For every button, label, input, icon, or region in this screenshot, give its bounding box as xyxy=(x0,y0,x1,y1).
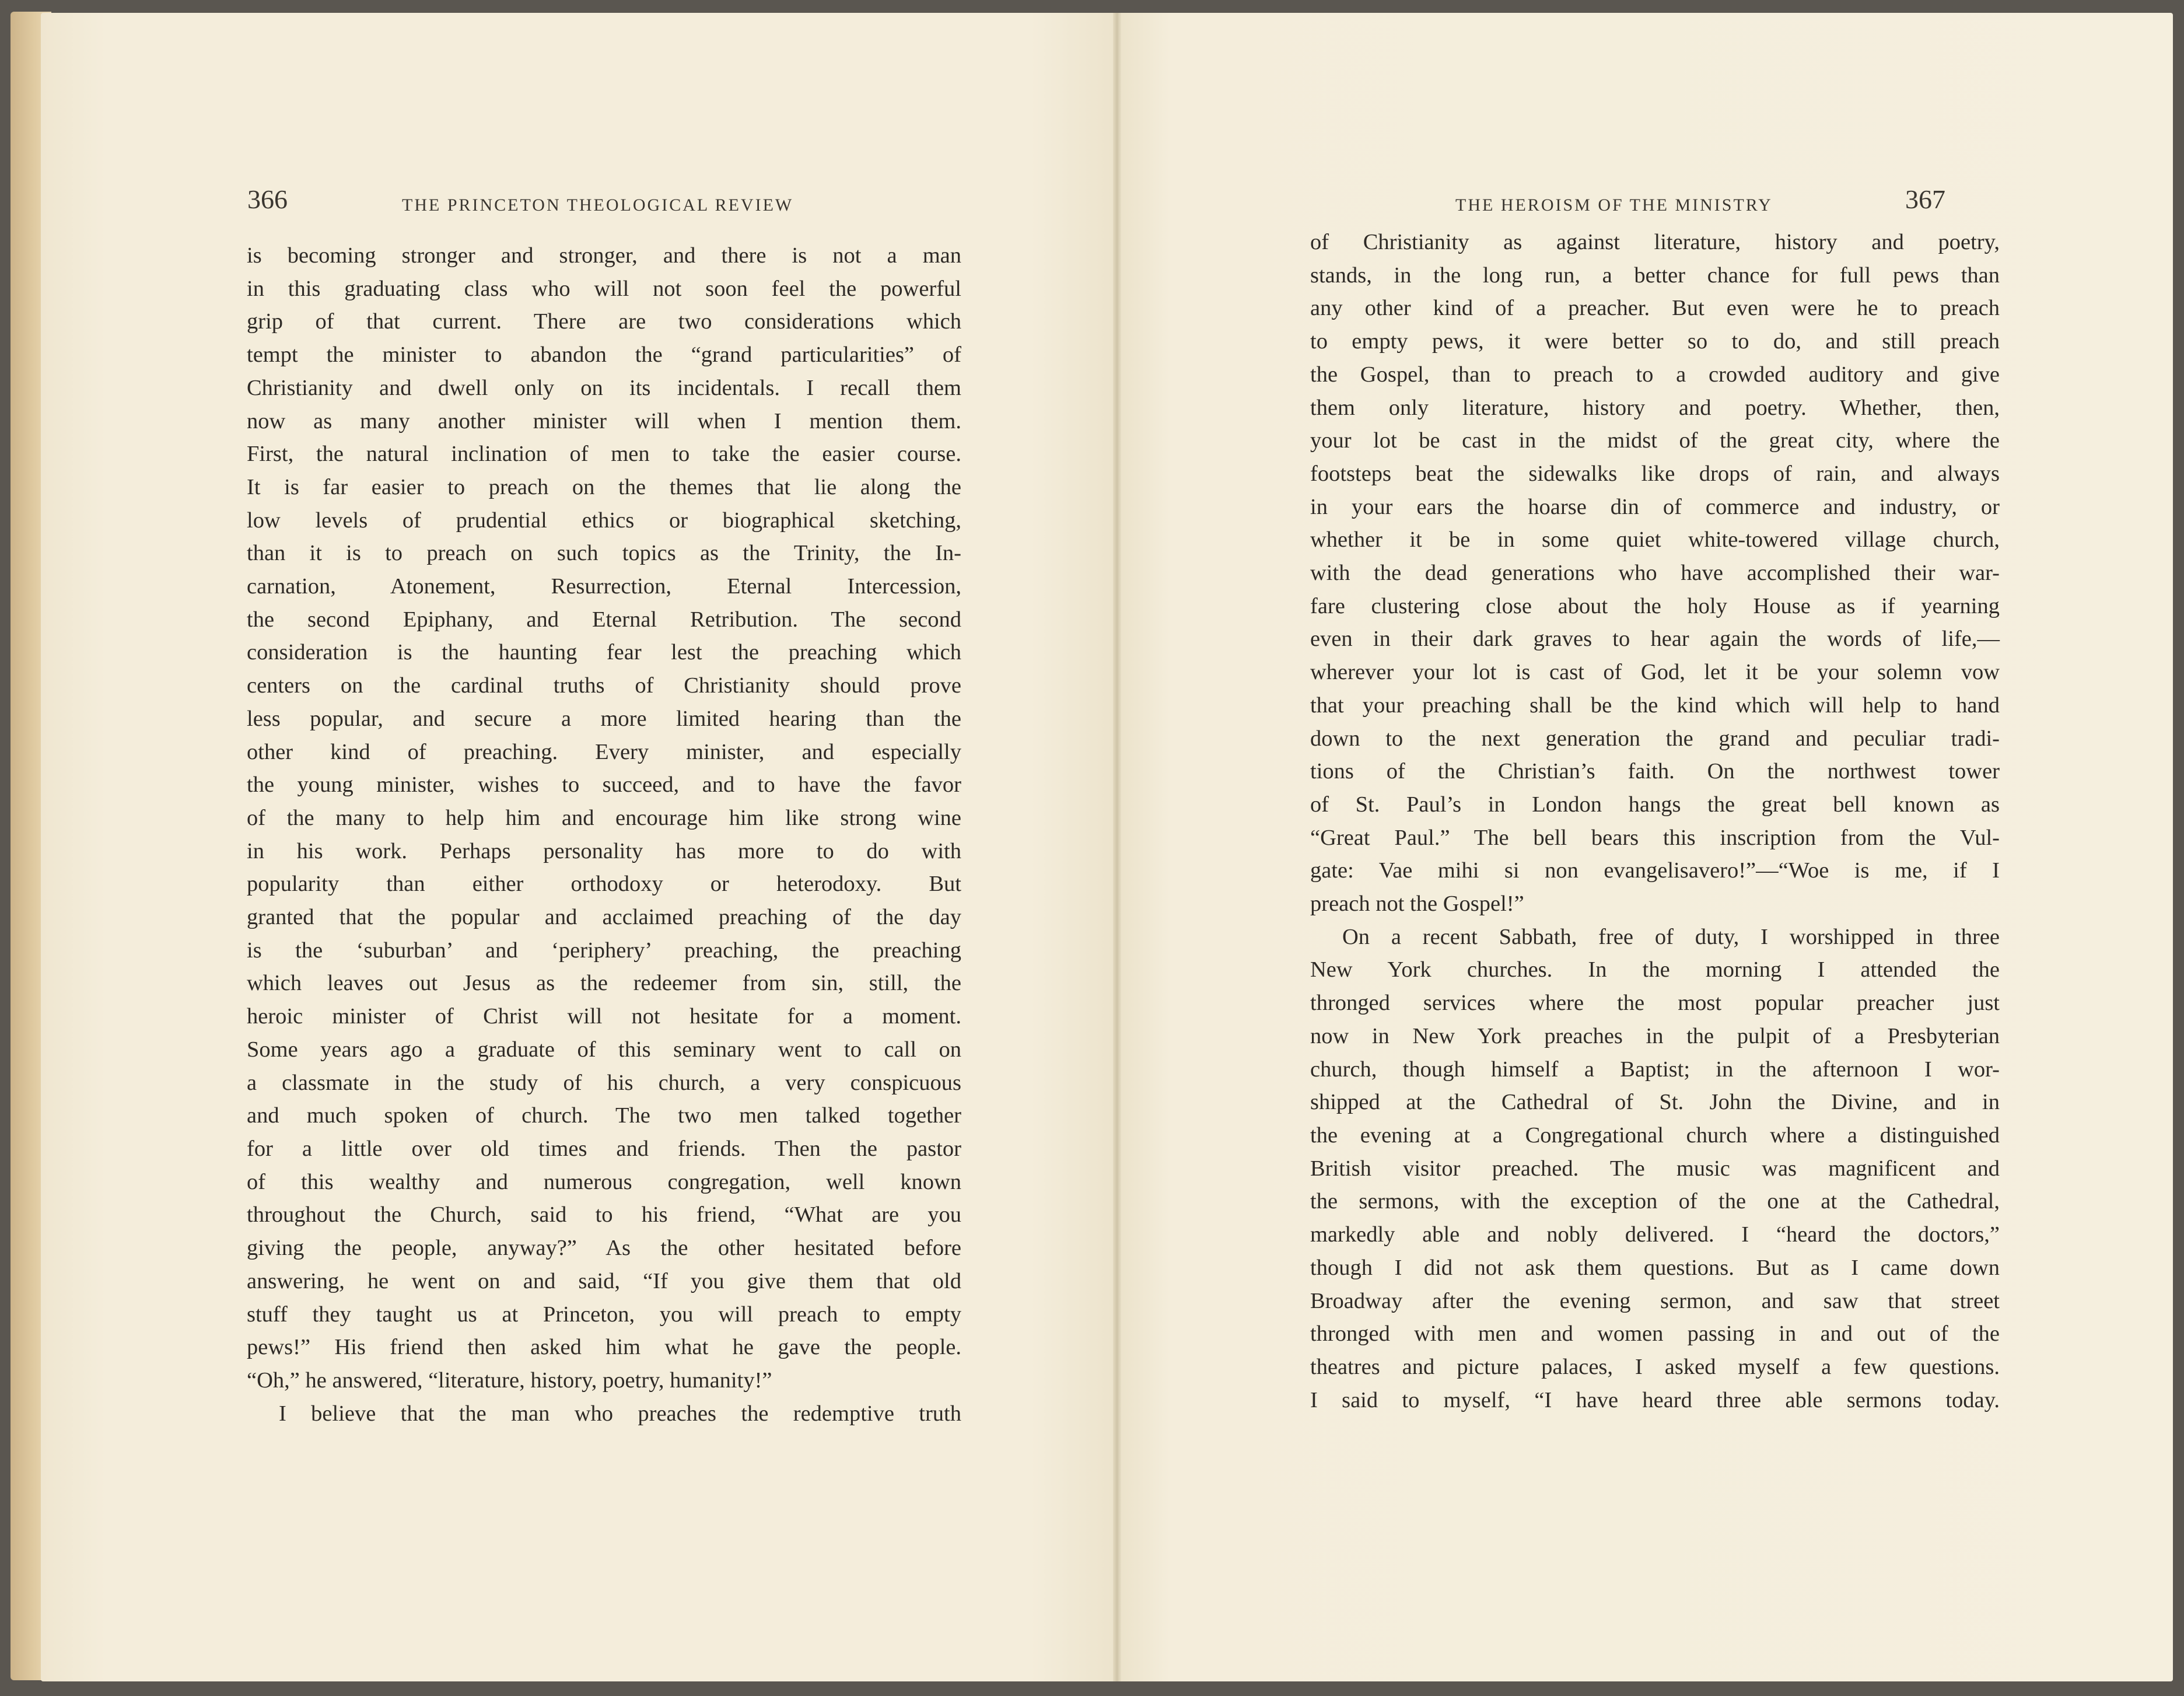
text-line: which leaves out Jesus as the redeemer from sin, still, the xyxy=(247,971,961,996)
text-line: stuff they taught us at Princeton, you will preach to empty xyxy=(247,1302,961,1327)
text-line: the young minister, wishes to succeed, and to have the favor xyxy=(247,772,961,798)
article-title: THE HEROISM OF THE MINISTRY xyxy=(1455,195,1773,215)
text-line: carnation, Atonement, Resurrection, Eternal Intercession, xyxy=(247,574,961,599)
right-body-text xyxy=(1310,226,2000,1417)
text-line: throughout the Church, said to his friend, “What are you xyxy=(247,1202,961,1228)
text-line: shipped at the Cathedral of St. John the Divine, and in xyxy=(1310,1090,2000,1115)
text-line: Christianity and dwell only on its incidentals. I recall them xyxy=(247,375,961,400)
text-line: stands, in the long run, a better chance for full pews than xyxy=(1310,263,2000,288)
text-line: thronged with men and women passing in and out of the xyxy=(1310,1321,2000,1347)
text-line: Some years ago a graduate of this seminary went to call on xyxy=(247,1037,961,1062)
text-line: I said to myself, “I have heard three able sermons today. xyxy=(1310,1387,2000,1412)
text-line: though I did not ask them questions. But as I came down xyxy=(1310,1255,2000,1280)
left-page xyxy=(41,13,1117,1681)
text-line: theatres and picture palaces, I asked myself a few questions. xyxy=(1310,1354,2000,1379)
journal-title: THE PRINCETON THEOLOGICAL REVIEW xyxy=(402,195,794,215)
text-line: and much spoken of church. The two men talked together xyxy=(247,1103,961,1128)
text-line: thronged services where the most popular preacher just xyxy=(1310,991,2000,1016)
text-line: a classmate in the study of his church, a very conspicuous xyxy=(247,1070,961,1095)
text-line: in this graduating class who will not soon feel the powerful xyxy=(247,276,961,301)
text-line: popularity than either orthodoxy or heterodoxy. But xyxy=(247,872,961,897)
text-line: I believe that the man who preaches the redemptive truth xyxy=(279,1401,961,1426)
text-line: grip of that current. There are two considerations which xyxy=(247,309,961,334)
text-line: of the many to help him and encourage him like strong wine xyxy=(247,805,961,830)
left-running-head xyxy=(247,184,959,226)
text-line: “Great Paul.” The bell bears this inscription from the Vul- xyxy=(1310,825,2000,850)
text-line: “Oh,” he answered, “literature, history, poetry, humanity!” xyxy=(247,1368,772,1393)
text-line: is becoming stronger and stronger, and there is not a man xyxy=(247,243,961,268)
text-line: is the ‘suburban’ and ‘periphery’ preaching, the preaching xyxy=(247,938,961,963)
page-number: 367 xyxy=(1905,184,1945,214)
text-line: preach not the Gospel!” xyxy=(1310,891,1524,917)
text-line: low levels of prudential ethics or biographical sketching, xyxy=(247,508,961,533)
text-line: church, though himself a Baptist; in the afternoon I wor- xyxy=(1310,1057,2000,1082)
text-line: First, the natural inclination of men to take the easier course. xyxy=(247,442,961,467)
text-line: footsteps beat the sidewalks like drops of rain, and always xyxy=(1310,461,2000,486)
text-line: tions of the Christian’s faith. On the northwest tower xyxy=(1310,759,2000,784)
text-line: that your preaching shall be the kind which will help to hand xyxy=(1310,693,2000,718)
text-line: answering, he went on and said, “If you give them that old xyxy=(247,1268,961,1293)
text-line: consideration is the haunting fear lest the preaching which xyxy=(247,640,961,665)
text-line: even in their dark graves to hear again the words of life,— xyxy=(1310,627,2000,652)
text-line: On a recent Sabbath, free of duty, I worshipped in three xyxy=(1342,924,2000,949)
text-line: your lot be cast in the midst of the great city, where the xyxy=(1310,428,2000,453)
text-line: the Gospel, than to preach to a crowded auditory and give xyxy=(1310,362,2000,387)
text-line: for a little over old times and friends. Then the pastor xyxy=(247,1136,961,1161)
text-line: of Christianity as against literature, history and poetry, xyxy=(1310,230,2000,254)
text-line: of St. Paul’s in London hangs the great bell known as xyxy=(1310,792,2000,817)
text-line: heroic minister of Christ will not hesitate for a moment. xyxy=(247,1004,961,1029)
text-line: with the dead generations who have accomplished their war- xyxy=(1310,561,2000,586)
text-line: them only literature, history and poetry. Whether, then, xyxy=(1310,395,2000,420)
text-line: pews!” His friend then asked him what he gave the people. xyxy=(247,1335,961,1360)
text-line: tempt the minister to abandon the “grand particularities” of xyxy=(247,342,961,368)
right-page xyxy=(1117,13,2173,1681)
left-body-text xyxy=(247,239,961,1430)
text-line: of this wealthy and numerous congregation, well known xyxy=(247,1169,961,1194)
text-line: than it is to preach on such topics as the Trinity, the In- xyxy=(247,541,961,566)
text-line: Broadway after the evening sermon, and saw that street xyxy=(1310,1288,2000,1313)
text-line: centers on the cardinal truths of Christianity should prove xyxy=(247,673,961,698)
text-line: any other kind of a preacher. But even were he to preach xyxy=(1310,296,2000,321)
text-line: fare clustering close about the holy House as if yearning xyxy=(1310,593,2000,618)
text-line: to empty pews, it were better so to do, and still preach xyxy=(1310,329,2000,354)
text-line: It is far easier to preach on the themes that lie along the xyxy=(247,474,961,499)
text-line: in your ears the hoarse din of commerce and industry, or xyxy=(1310,494,2000,519)
text-line: now in New York preaches in the pulpit of a Presbyterian xyxy=(1310,1023,2000,1048)
text-line: less popular, and secure a more limited hearing than the xyxy=(247,706,961,731)
text-line: giving the people, anyway?” As the other hesitated before xyxy=(247,1236,961,1261)
text-line: whether it be in some quiet white-towered village church, xyxy=(1310,527,2000,552)
text-line: markedly able and nobly delivered. I “heard the doctors,” xyxy=(1310,1222,2000,1247)
text-line: the sermons, with the exception of the one at the Cathedral, xyxy=(1310,1189,2000,1214)
text-line: granted that the popular and acclaimed preaching of the day xyxy=(247,905,961,930)
text-line: New York churches. In the morning I attended the xyxy=(1310,957,2000,982)
text-line: British visitor preached. The music was magnificent and xyxy=(1310,1156,2000,1181)
page-number: 366 xyxy=(247,184,288,214)
text-line: now as many another minister will when I mention them. xyxy=(247,408,961,433)
text-line: in his work. Perhaps personality has more to do with xyxy=(247,838,961,863)
text-line: other kind of preaching. Every minister, and especially xyxy=(247,739,961,764)
text-line: down to the next generation the grand and peculiar tradi- xyxy=(1310,726,2000,751)
text-line: wherever your lot is cast of God, let it be your solemn vow xyxy=(1310,660,2000,685)
right-running-head xyxy=(1455,184,1945,226)
text-line: the second Epiphany, and Eternal Retribution. The second xyxy=(247,607,961,632)
text-line: the evening at a Congregational church where a distinguished xyxy=(1310,1122,2000,1148)
book-gutter xyxy=(1113,13,1121,1681)
text-line: gate: Vae mihi si non evangelisavero!”—“Woe is me, if I xyxy=(1310,858,2000,883)
